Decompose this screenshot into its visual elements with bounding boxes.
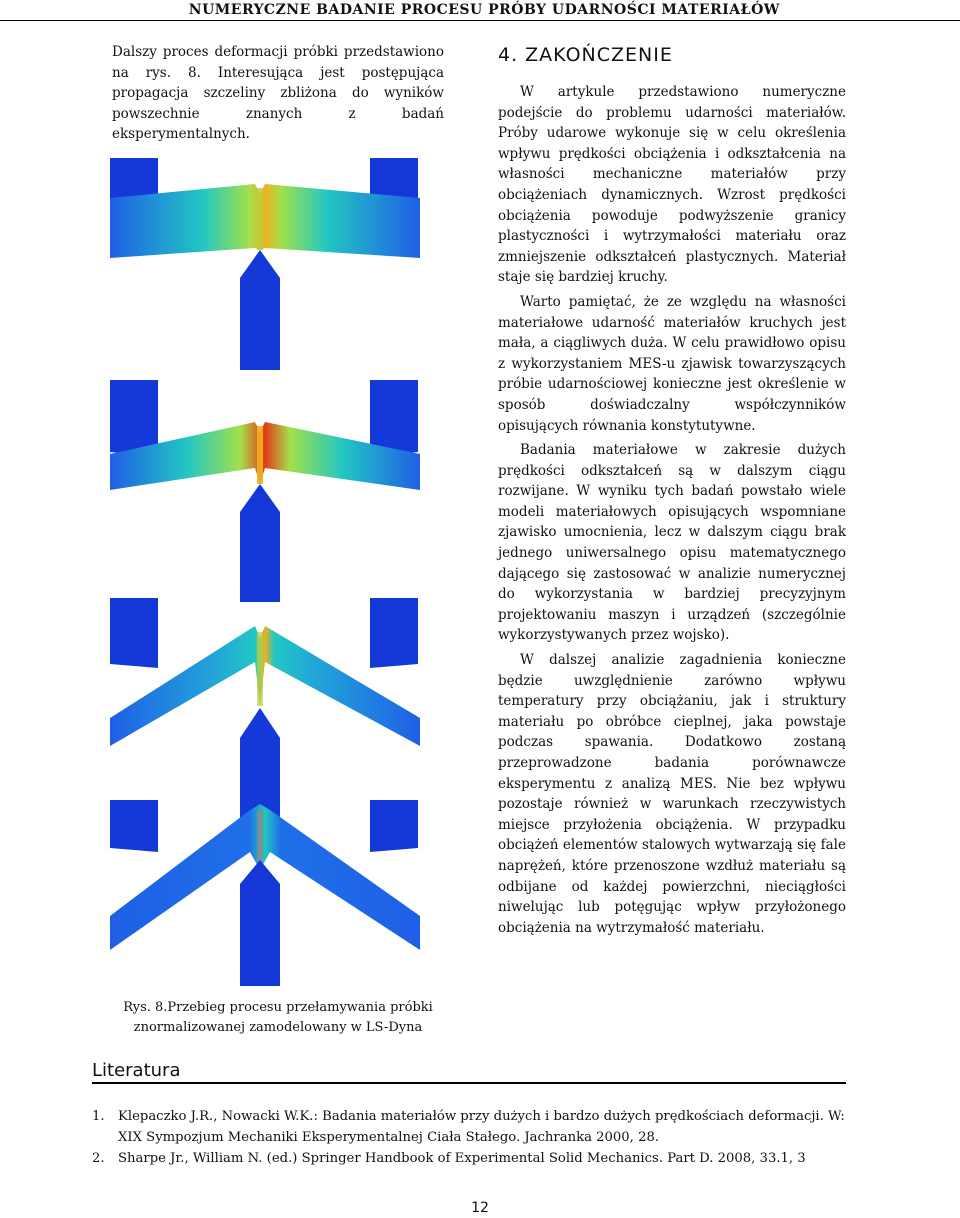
striker: [240, 484, 280, 602]
references-list: [92, 1106, 852, 1169]
reference-item: [92, 1148, 852, 1169]
reference-text: Sharpe Jr., William N. (ed.) Springer Handbook of Experimental Solid Mechanics. Part D. 2008, 33.1, 3: [118, 1151, 806, 1166]
specimen: [110, 184, 420, 258]
striker: [240, 250, 280, 370]
fracture-simulation-figure: [100, 150, 430, 990]
caption-line-1: Rys. 8.Przebieg procesu przełamywania próbki: [123, 1000, 433, 1015]
right-support: [370, 380, 418, 456]
frame-2: [110, 380, 420, 602]
paragraph: W artykule przedstawiono numeryczne podejście do problemu udarności materiałów. Próby udarowe wykonuje się w celu określenia wpływu prędkości obciążenia i odkształcenia na własności mechaniczne materiałów przy obciążeniach dynamicznych. Wzrost prędkości obciążenia powoduje podwyższenie granicy plastyczności i wytrzymałości materiału oraz zmniejszenie odkształceń plastycznych. Materiał staje się bardziej kruchy.: [498, 84, 846, 286]
striker: [240, 860, 280, 986]
section-title: 4. ZAKOŃCZENIE: [498, 44, 673, 66]
intro-paragraph: Dalszy proces deformacji próbki przedstawiono na rys. 8. Interesująca jest postępująca propagacja szczeliny zbliżona do wyników powszechnie znanych z badań eksperymentalnych.: [112, 44, 444, 143]
left-support: [110, 598, 158, 668]
paragraph: W dalszej analizie zagadnienia konieczne będzie uwzględnienie zarówno wpływu temperatury przy obciążaniu, jak i struktury materiału po obróbce cieplnej, jaka powstaje podczas spawania. Dodatkowo zostaną przeprowadzone badania porównawcze eksperymentu z analizą MES. Nie bez wpływu pozostaje również w warunkach rzeczywistych miejsce przyłożenia obciążenia. W przypadku obciążeń elementów stalowych wytwarzają się fale naprężeń, które przenoszone wzdłuż materiału są odbijane od każdej powierzchni, nieciągłości niwelując lub potęgując wpływ przyłożonego obciążenia na wytrzymałość materiału.: [498, 652, 846, 936]
literature-divider: [92, 1082, 846, 1084]
paragraph: Warto pamiętać, że ze względu na własności materiałowe udarność materiałów kruchych jest mała, a ciągliwych duża. W celu prawidłowo opisu z wykorzystaniem MES-u zjawisk towarzyszących próbie udarnościowej konieczne jest określenie w sposób doświadczalny współczynników opisujących równania konstytutywne.: [498, 293, 846, 434]
left-support: [110, 380, 158, 456]
fracture-zone: [257, 632, 263, 706]
frame-1: [110, 158, 420, 370]
literature-title: Literatura: [92, 1060, 181, 1081]
figure-caption: [112, 998, 444, 1038]
fracture-zone: [257, 810, 263, 866]
caption-line-2: znormalizowanej zamodelowany w LS-Dyna: [133, 1020, 423, 1035]
page-number: 12: [471, 1200, 489, 1216]
right-column: [498, 42, 846, 942]
left-support: [110, 800, 158, 852]
reference-text: Klepaczko J.R., Nowacki W.K.: Badania materiałów przy dużych i bardzo dużych prędkościach deformacji. W: XIX Sympozjum Mechaniki Eksperymentalnej Ciała Stałego. Jachranka 2000, 28.: [118, 1109, 845, 1145]
left-column: [112, 42, 444, 149]
frame-4: [110, 800, 420, 986]
paragraph: Badania materiałowe w zakresie dużych prędkości odkształceń są w dalszym ciągu rozwijane. W wyniku tych badań powstało wiele modeli materiałowych opisujących wspomniane zjawisko umocnienia, lecz w dalszym ciągu brak jednego uniwersalnego opisu matematycznego dającego się zastosować w analizie numerycznej do wykorzystania w bardziej precyzyjnym projektowaniu maszyn i urządzeń (szczególnie wykorzystywanych przez wojsko).: [498, 442, 846, 644]
fracture-zone: [257, 426, 263, 484]
reference-number: 2.: [92, 1151, 105, 1166]
running-header: NUMERYCZNE BADANIE PROCESU PRÓBY UDARNOŚCI MATERIAŁÓW: [0, 0, 960, 21]
reference-item: [92, 1106, 852, 1148]
fracture-zone: [257, 188, 263, 250]
reference-number: 1.: [92, 1109, 105, 1124]
right-support: [370, 800, 418, 852]
right-support: [370, 598, 418, 668]
